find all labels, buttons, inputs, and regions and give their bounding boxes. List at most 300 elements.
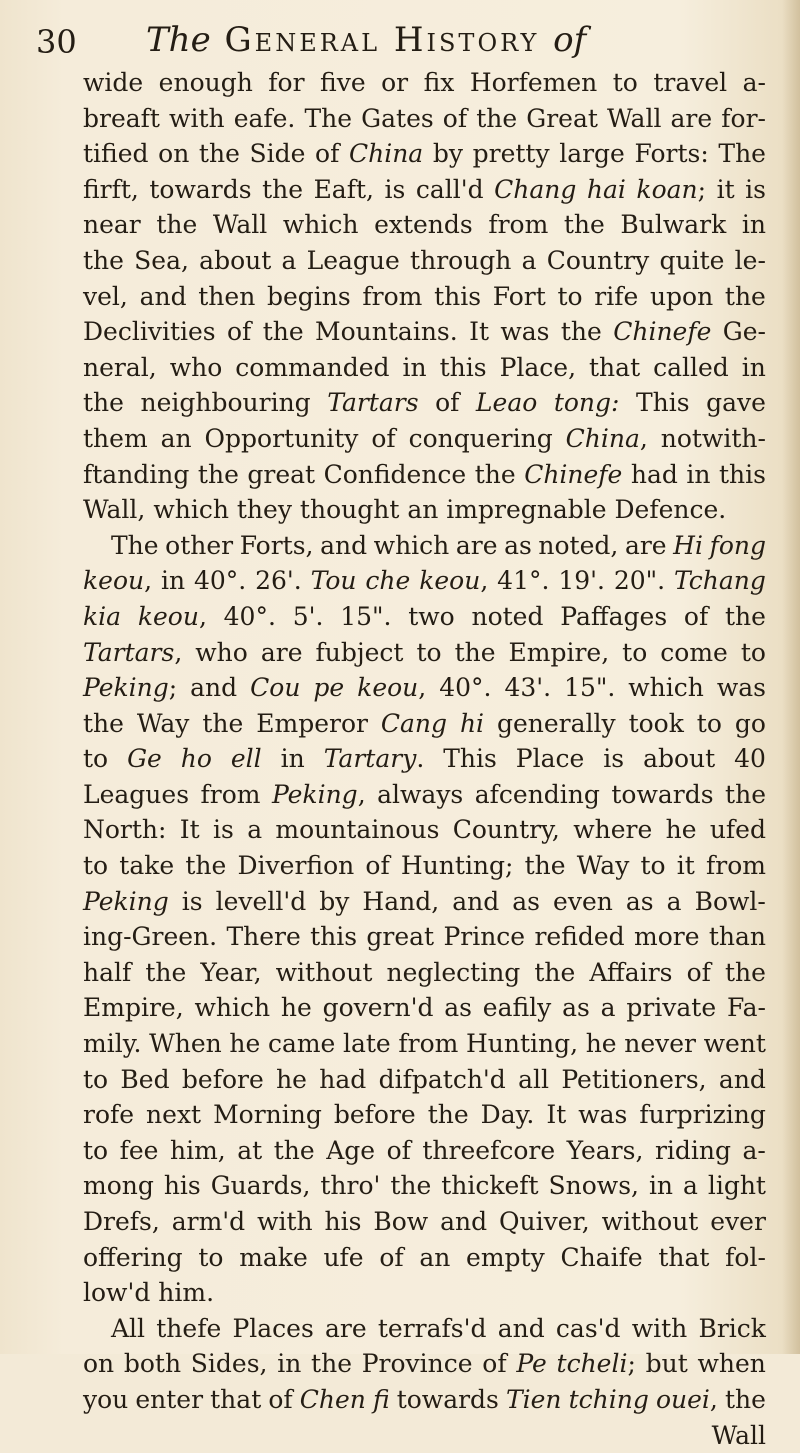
word: in bbox=[277, 1349, 302, 1379]
word: great bbox=[366, 922, 435, 952]
word: before bbox=[181, 1064, 264, 1094]
word: the bbox=[156, 210, 198, 240]
word: in bbox=[686, 459, 711, 489]
word: tified bbox=[83, 139, 149, 169]
word: late bbox=[342, 1029, 391, 1059]
word: fi bbox=[372, 1384, 390, 1414]
word: it bbox=[716, 174, 735, 204]
text-line bbox=[83, 314, 766, 350]
word: Snows, bbox=[548, 1171, 639, 1201]
word: the bbox=[427, 1100, 469, 1130]
word: of bbox=[365, 851, 390, 881]
word: which bbox=[628, 673, 704, 703]
word: the bbox=[560, 317, 602, 347]
word: even bbox=[553, 886, 613, 916]
text-line bbox=[83, 563, 766, 599]
word: terrafs'd bbox=[377, 1313, 487, 1343]
word: and bbox=[320, 530, 368, 560]
word: are bbox=[670, 103, 713, 133]
word: to bbox=[83, 851, 109, 881]
word: to bbox=[83, 1064, 109, 1094]
word: Drefs, bbox=[83, 1207, 160, 1236]
word: to bbox=[557, 281, 583, 311]
word: pe bbox=[313, 673, 345, 703]
text-line bbox=[83, 599, 766, 635]
word: It bbox=[469, 317, 489, 347]
word: his bbox=[163, 1171, 201, 1201]
running-head-title: General History bbox=[224, 20, 540, 60]
word: to bbox=[640, 851, 666, 881]
text-line bbox=[83, 1062, 766, 1098]
word: 15". bbox=[340, 601, 392, 631]
word: his bbox=[324, 1207, 362, 1236]
word: Great bbox=[526, 103, 598, 133]
word: Wall bbox=[711, 1420, 766, 1450]
word: of bbox=[442, 103, 468, 133]
text-line bbox=[83, 1311, 766, 1347]
word: was bbox=[500, 317, 550, 347]
word: which bbox=[153, 495, 229, 525]
word: 40°. bbox=[439, 673, 492, 703]
word: neglecting bbox=[386, 957, 521, 987]
word: Chinefe bbox=[524, 459, 623, 489]
word: and bbox=[139, 281, 187, 311]
word: the bbox=[724, 957, 766, 987]
word: the bbox=[454, 637, 496, 667]
word: private bbox=[626, 993, 717, 1023]
text-line bbox=[83, 350, 766, 386]
word: China bbox=[348, 139, 424, 169]
word: a- bbox=[742, 1135, 766, 1165]
text-line bbox=[83, 1418, 766, 1453]
word: are bbox=[325, 1313, 367, 1343]
word: mong bbox=[83, 1171, 154, 1201]
word: it bbox=[676, 851, 695, 881]
word: ftanding bbox=[83, 459, 190, 489]
word: firft, bbox=[83, 174, 139, 204]
word: Mountains. bbox=[315, 317, 458, 347]
word: ho bbox=[180, 744, 212, 774]
word: vel, bbox=[83, 281, 128, 311]
word: the bbox=[197, 459, 239, 489]
word: through bbox=[410, 245, 512, 275]
word: this bbox=[434, 281, 482, 311]
word: North: bbox=[83, 815, 167, 845]
word: for bbox=[268, 68, 305, 97]
running-head bbox=[146, 18, 586, 62]
word: the bbox=[724, 1384, 766, 1414]
word: that bbox=[658, 1242, 710, 1272]
text-line bbox=[83, 741, 766, 777]
word: upon bbox=[649, 281, 714, 311]
word: Cou bbox=[250, 673, 301, 703]
word: which bbox=[282, 210, 359, 240]
word: great bbox=[247, 459, 316, 489]
word: mily. bbox=[83, 1029, 142, 1059]
word: quite bbox=[659, 245, 725, 275]
word: he bbox=[585, 1029, 617, 1059]
word: kia bbox=[83, 601, 122, 631]
word: are bbox=[455, 530, 498, 560]
word: where bbox=[573, 815, 653, 845]
word: is bbox=[745, 174, 766, 204]
text-line bbox=[83, 635, 766, 671]
word: Tchang bbox=[674, 566, 766, 596]
word: Chen bbox=[299, 1384, 366, 1414]
word: begins bbox=[267, 281, 351, 311]
word: the bbox=[725, 601, 766, 631]
word: Ge- bbox=[722, 317, 766, 347]
word: This bbox=[443, 744, 497, 774]
word: Confidence bbox=[323, 459, 467, 489]
word: come bbox=[660, 637, 728, 667]
page-number: 30 bbox=[36, 23, 77, 61]
word: wide bbox=[83, 68, 144, 97]
word: of bbox=[435, 388, 460, 418]
word: this bbox=[310, 922, 358, 952]
word: 26'. bbox=[255, 566, 302, 596]
word: to bbox=[198, 1242, 224, 1272]
word: Chang bbox=[494, 174, 577, 204]
word: a bbox=[281, 245, 297, 275]
word: Wall bbox=[212, 210, 268, 240]
text-line bbox=[83, 279, 766, 315]
word: 19'. bbox=[558, 566, 605, 596]
word: Opportunity bbox=[204, 423, 359, 453]
word: 43'. bbox=[504, 673, 552, 703]
word: Country bbox=[546, 245, 650, 275]
word: Day. bbox=[480, 1100, 535, 1130]
word: All bbox=[111, 1313, 146, 1343]
body-text bbox=[83, 65, 766, 1453]
word: that bbox=[589, 352, 641, 382]
word: is bbox=[181, 886, 203, 916]
word: before bbox=[333, 1100, 416, 1130]
word: went bbox=[703, 1029, 766, 1059]
word: keou, bbox=[357, 673, 427, 703]
word: always bbox=[377, 779, 464, 809]
word: without bbox=[275, 957, 373, 987]
word: Peking, bbox=[271, 779, 366, 809]
text-line bbox=[83, 492, 766, 528]
word: conquering bbox=[408, 423, 553, 453]
word: ing-Green. bbox=[83, 922, 218, 952]
word: commanded bbox=[235, 352, 390, 382]
word: light bbox=[707, 1171, 766, 1201]
word: Bed bbox=[120, 1064, 170, 1094]
text-line bbox=[83, 777, 766, 813]
word: about bbox=[199, 245, 272, 275]
word: gave bbox=[706, 388, 766, 418]
word: levell'd bbox=[215, 886, 307, 916]
page-edge-shadow bbox=[782, 0, 800, 1354]
word: Paffages bbox=[560, 601, 668, 631]
word: a bbox=[666, 886, 682, 916]
word: eafily bbox=[482, 993, 552, 1023]
word: him. bbox=[158, 1278, 215, 1308]
word: ufe bbox=[323, 1242, 364, 1272]
word: Quiver, bbox=[499, 1207, 590, 1236]
word: on bbox=[83, 1349, 115, 1379]
word: The bbox=[111, 530, 159, 560]
word: a bbox=[682, 1171, 698, 1201]
text-line bbox=[83, 385, 766, 421]
text-line bbox=[83, 812, 766, 848]
word: other bbox=[165, 530, 234, 560]
word: with bbox=[257, 1207, 313, 1236]
word: came bbox=[267, 1029, 336, 1059]
word: an bbox=[160, 423, 192, 453]
word: for- bbox=[721, 103, 766, 133]
word: next bbox=[146, 1100, 202, 1130]
word: when bbox=[697, 1349, 766, 1379]
word: had bbox=[319, 1064, 367, 1094]
word: pretty bbox=[472, 139, 550, 169]
word: half bbox=[83, 957, 132, 987]
word: Tou bbox=[310, 566, 357, 596]
word: as bbox=[625, 886, 654, 916]
word: about bbox=[643, 744, 716, 774]
word: Empire, bbox=[508, 637, 610, 667]
word: There bbox=[226, 922, 301, 952]
word: a bbox=[600, 993, 616, 1023]
word: hai bbox=[586, 174, 626, 204]
word: of bbox=[315, 139, 340, 169]
word: he bbox=[280, 993, 312, 1023]
word: The bbox=[304, 103, 353, 133]
word: fong bbox=[709, 530, 766, 560]
word: Fort bbox=[492, 281, 546, 311]
word: then bbox=[198, 281, 256, 311]
word: Empire, bbox=[83, 993, 184, 1023]
text-line bbox=[83, 919, 766, 955]
word: Wall bbox=[607, 103, 662, 133]
word: Emperor bbox=[256, 708, 368, 738]
word: called bbox=[653, 352, 729, 382]
word: was bbox=[578, 1100, 628, 1130]
word: is bbox=[384, 174, 406, 204]
word: koan; bbox=[636, 174, 707, 204]
word: Fa- bbox=[726, 993, 766, 1023]
word: he bbox=[665, 815, 697, 845]
word: thickeft bbox=[441, 1171, 539, 1201]
text-line bbox=[83, 1026, 766, 1062]
word: on bbox=[158, 139, 190, 169]
word: the bbox=[524, 851, 566, 881]
word: Eaft, bbox=[313, 174, 374, 204]
word: the bbox=[724, 281, 766, 311]
text-line bbox=[83, 1168, 766, 1204]
word: Tartars, bbox=[83, 637, 183, 667]
word: 40 bbox=[734, 744, 766, 774]
word: riding bbox=[654, 1135, 731, 1165]
word: and bbox=[452, 886, 500, 916]
word: near bbox=[83, 210, 141, 240]
word: fol- bbox=[725, 1242, 766, 1272]
word: Peking bbox=[83, 886, 169, 916]
word: 41°. bbox=[497, 566, 550, 596]
word: Forts, bbox=[239, 530, 314, 560]
word: or bbox=[381, 68, 409, 97]
word: Diverfion bbox=[237, 851, 355, 881]
word: two bbox=[408, 601, 455, 631]
word: Defence. bbox=[614, 495, 727, 525]
word: cas'd bbox=[555, 1313, 621, 1343]
word: five bbox=[320, 68, 366, 97]
word: low'd bbox=[83, 1278, 151, 1308]
running-head-of: of bbox=[553, 20, 587, 60]
word: to bbox=[696, 708, 722, 738]
word: took bbox=[628, 708, 684, 738]
word: the bbox=[534, 957, 576, 987]
word: a- bbox=[742, 68, 766, 97]
text-line bbox=[83, 101, 766, 137]
word: than bbox=[708, 922, 766, 952]
word: afcending bbox=[474, 779, 600, 809]
word: an bbox=[407, 495, 439, 525]
word: are bbox=[624, 530, 667, 560]
word: Ge bbox=[127, 744, 162, 774]
word: to bbox=[83, 744, 109, 774]
word: hi bbox=[459, 708, 485, 738]
word: Forts: bbox=[634, 139, 709, 169]
word: travel bbox=[653, 68, 728, 97]
text-line bbox=[83, 955, 766, 991]
word: from bbox=[488, 210, 549, 240]
word: govern'd bbox=[322, 993, 434, 1023]
word: generally bbox=[496, 708, 616, 738]
word: ell bbox=[230, 744, 262, 774]
text-line bbox=[83, 1346, 766, 1382]
word: is bbox=[603, 744, 625, 774]
word: of bbox=[482, 1349, 507, 1379]
word: Way bbox=[576, 851, 630, 881]
word: towards bbox=[611, 779, 714, 809]
word: enough bbox=[158, 68, 253, 97]
word: Horfemen bbox=[469, 68, 598, 97]
word: Country, bbox=[452, 815, 560, 845]
word: without bbox=[601, 1207, 699, 1236]
word: by bbox=[432, 139, 463, 169]
word: Wall, bbox=[83, 495, 146, 525]
word: the bbox=[273, 1135, 315, 1165]
word: It bbox=[546, 1100, 567, 1130]
word: Years, bbox=[566, 1135, 644, 1165]
word: of bbox=[386, 1135, 411, 1165]
word: Guards, bbox=[210, 1171, 311, 1201]
word: and bbox=[497, 1313, 545, 1343]
text-line bbox=[83, 172, 766, 208]
text-line bbox=[83, 207, 766, 243]
word: a bbox=[247, 815, 263, 845]
word: Morning bbox=[213, 1100, 322, 1130]
word: Tien bbox=[505, 1384, 562, 1414]
word: impregnable bbox=[446, 495, 607, 525]
word: who bbox=[169, 352, 223, 382]
word: 15". bbox=[564, 673, 616, 703]
word: both bbox=[123, 1349, 182, 1379]
word: Leao bbox=[475, 388, 538, 418]
word: of bbox=[683, 601, 709, 631]
word: this bbox=[718, 459, 766, 489]
word: Bowl- bbox=[694, 886, 766, 916]
word: che bbox=[365, 566, 411, 596]
text-line bbox=[83, 421, 766, 457]
word: Way bbox=[136, 708, 190, 738]
word: the bbox=[563, 210, 605, 240]
word: mountainous bbox=[275, 815, 440, 845]
word: Tartary. bbox=[323, 744, 425, 774]
word: to bbox=[622, 637, 648, 667]
word: breaft bbox=[83, 103, 160, 133]
word: an bbox=[419, 1242, 451, 1272]
word: the bbox=[262, 174, 304, 204]
word: Chinefe bbox=[613, 317, 712, 347]
word: Gates bbox=[361, 103, 434, 133]
text-line bbox=[83, 65, 766, 101]
word: ouei, bbox=[655, 1384, 718, 1414]
word: tching bbox=[568, 1384, 649, 1414]
word: more bbox=[634, 922, 700, 952]
word: from bbox=[200, 779, 261, 809]
word: which bbox=[194, 993, 271, 1023]
word: le- bbox=[734, 245, 766, 275]
word: the bbox=[725, 779, 766, 809]
word: you bbox=[83, 1384, 129, 1414]
word: the bbox=[145, 957, 187, 987]
word: of bbox=[371, 423, 396, 453]
text-line bbox=[83, 884, 766, 920]
word: to bbox=[612, 68, 638, 97]
word: the bbox=[83, 245, 124, 275]
word: the bbox=[83, 708, 124, 738]
word: with bbox=[631, 1313, 688, 1343]
word: from bbox=[398, 1029, 459, 1059]
word: Tartars bbox=[327, 388, 419, 418]
text-line bbox=[83, 1240, 766, 1276]
word: of bbox=[686, 957, 711, 987]
word: of bbox=[227, 317, 252, 347]
word: keou, bbox=[137, 601, 207, 631]
text-line bbox=[83, 136, 766, 172]
word: Chaife bbox=[560, 1242, 643, 1272]
word: offering bbox=[83, 1242, 183, 1272]
word: by bbox=[319, 886, 350, 916]
word: rofe bbox=[83, 1100, 135, 1130]
word: Sea, bbox=[134, 245, 189, 275]
word: Bow bbox=[373, 1207, 429, 1236]
word: Province bbox=[361, 1349, 473, 1379]
word: the bbox=[198, 139, 240, 169]
word: difpatch'd bbox=[378, 1064, 506, 1094]
word: in bbox=[160, 566, 186, 596]
word: Pe bbox=[516, 1349, 547, 1379]
text-line bbox=[83, 1133, 766, 1169]
word: Hunting; bbox=[400, 851, 514, 881]
text-line bbox=[83, 990, 766, 1026]
word: of bbox=[379, 1242, 404, 1272]
word: Side bbox=[249, 139, 306, 169]
word: furprizing bbox=[639, 1100, 766, 1130]
word: in bbox=[741, 210, 766, 240]
word: with bbox=[169, 103, 225, 133]
word: 5'. bbox=[292, 601, 324, 631]
word: he bbox=[229, 1029, 261, 1059]
word: all bbox=[518, 1064, 550, 1094]
word: fix bbox=[423, 68, 455, 97]
word: rife bbox=[594, 281, 639, 311]
word: is bbox=[213, 815, 234, 845]
